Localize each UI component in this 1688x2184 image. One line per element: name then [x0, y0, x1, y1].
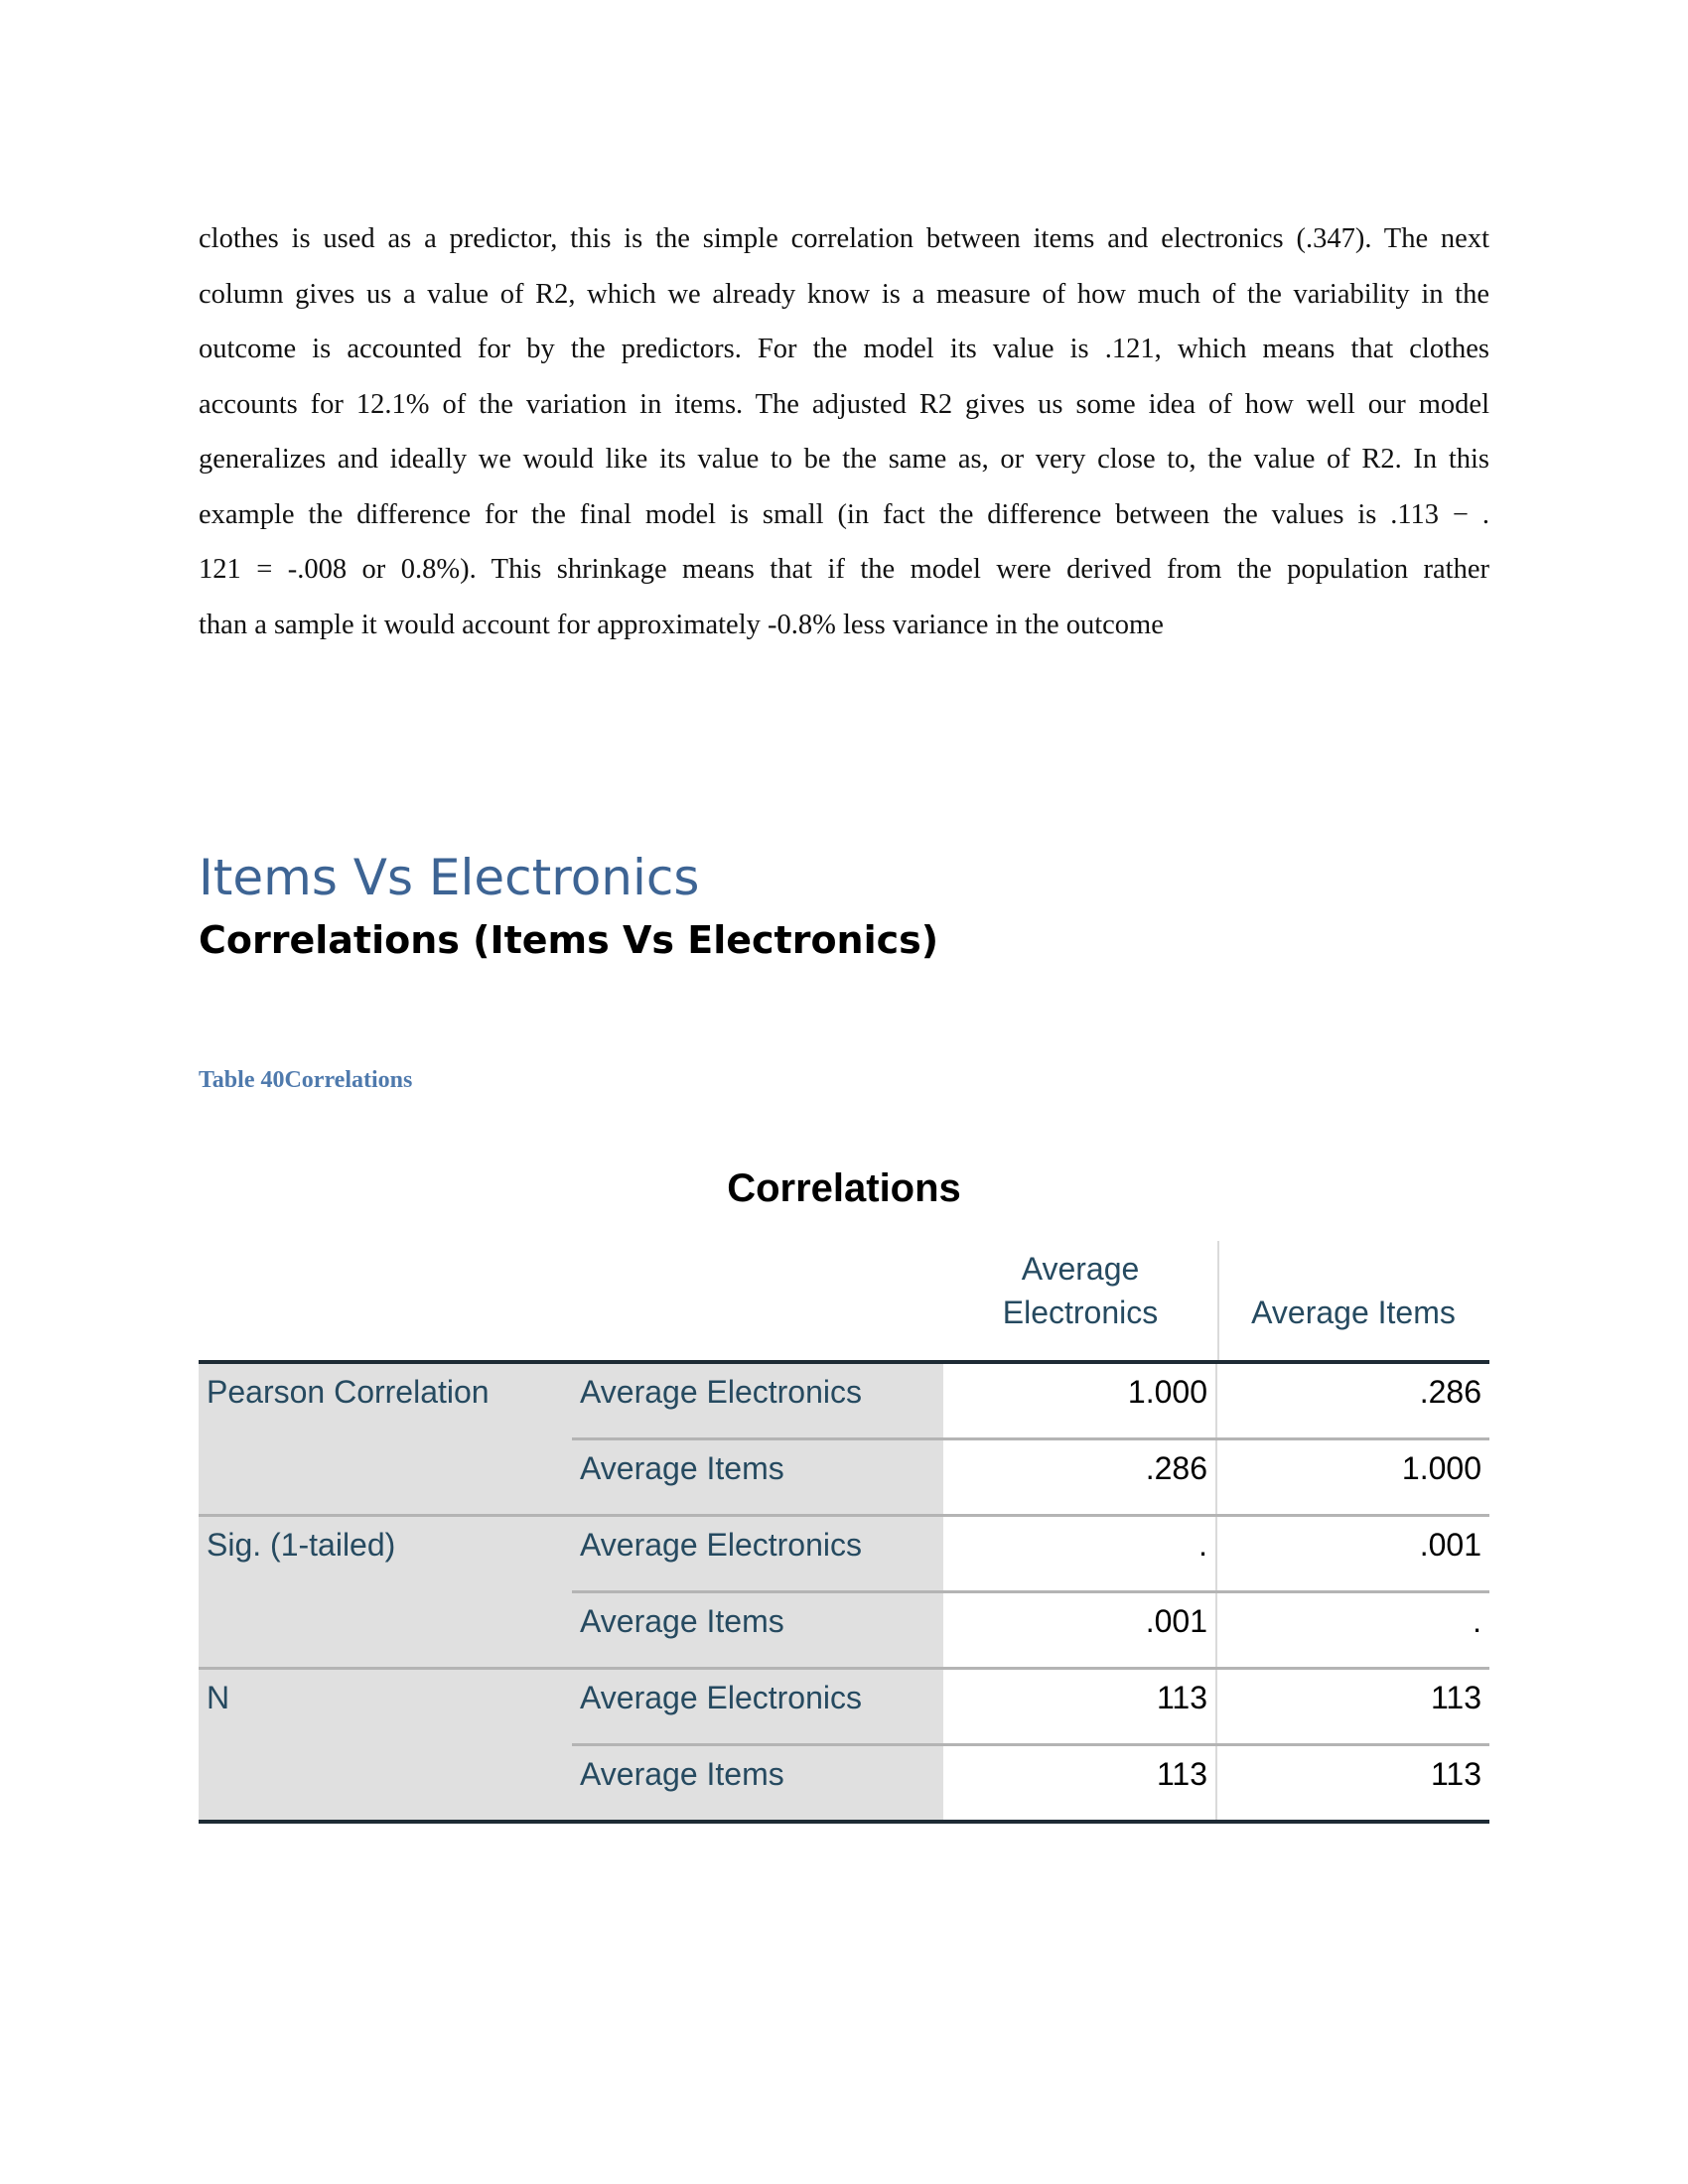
paragraph-line: clothes is used as a predictor, this is the simple correlation between items and electronics (.347). The next — [199, 223, 1489, 254]
cell-value: .286 — [1419, 1374, 1481, 1410]
table-row — [572, 1437, 1489, 1514]
paragraph-line: example the difference for the final model is small (in fact the difference between the values is .113 − . — [199, 498, 1489, 530]
cell-value: 1.000 — [1401, 1450, 1481, 1486]
table-title: Correlations — [727, 1166, 961, 1210]
table-row — [572, 1670, 1489, 1743]
row-label: Average Items — [572, 1440, 943, 1514]
paragraph-line: column gives us a value of R2, which we already know is a measure of how much of the variability in the — [199, 278, 1489, 310]
row-label: Average Electronics — [572, 1517, 943, 1590]
group-label: N — [199, 1670, 572, 1820]
column-header-label: Average Electronics — [1002, 1251, 1159, 1330]
paragraph-line: accounts for 12.1% of the variation in items. The adjusted R2 gives us some idea of how well our model — [199, 388, 1489, 420]
paragraph-line: generalizes and ideally we would like its value to be the same as, or very close to, the value of R2. In this — [199, 444, 1489, 475]
cell-value: .286 — [943, 1440, 1217, 1514]
table-group — [199, 1364, 1489, 1514]
table-header — [199, 1241, 1489, 1360]
cell-value: 113 — [943, 1670, 1217, 1743]
group-label: Sig. (1-tailed) — [199, 1517, 572, 1667]
cell-value: 113 — [1430, 1756, 1481, 1792]
table-row — [572, 1517, 1489, 1590]
table-group — [199, 1667, 1489, 1820]
paragraph-line: 121 = -.008 or 0.8%). This shrinkage means that if the model were derived from the population rather — [199, 554, 1489, 585]
table-caption: Table 40Correlations — [199, 1067, 413, 1093]
row-label: Average Electronics — [572, 1364, 943, 1437]
table-row — [572, 1590, 1489, 1667]
section-heading: Items Vs Electronics — [199, 849, 700, 906]
cell-value: . — [943, 1517, 1217, 1590]
table-row — [572, 1364, 1489, 1437]
cell-value: .001 — [1419, 1527, 1481, 1563]
paragraph-line: outcome is accounted for by the predictors. For the model its value is .121, which means that clothes — [199, 334, 1489, 364]
cell-value: 1.000 — [943, 1364, 1217, 1437]
row-label: Average Items — [572, 1746, 943, 1820]
correlations-table — [199, 1241, 1489, 1824]
row-label: Average Electronics — [572, 1670, 943, 1743]
cell-value: 113 — [943, 1746, 1217, 1820]
table-group — [199, 1514, 1489, 1667]
column-header: Average Items — [1251, 1295, 1456, 1330]
table-body — [199, 1360, 1489, 1824]
cell-value: 113 — [1430, 1680, 1481, 1715]
column-header — [943, 1247, 1217, 1334]
table-row — [572, 1743, 1489, 1820]
group-label: Pearson Correlation — [199, 1364, 572, 1514]
body-paragraph — [199, 211, 1489, 652]
cell-value: . — [1473, 1603, 1481, 1639]
row-label: Average Items — [572, 1593, 943, 1667]
subsection-heading: Correlations (Items Vs Electronics) — [199, 918, 939, 962]
paragraph-line: than a sample it would account for approximately -0.8% less variance in the outcome — [199, 609, 1164, 640]
cell-value: .001 — [943, 1593, 1217, 1667]
